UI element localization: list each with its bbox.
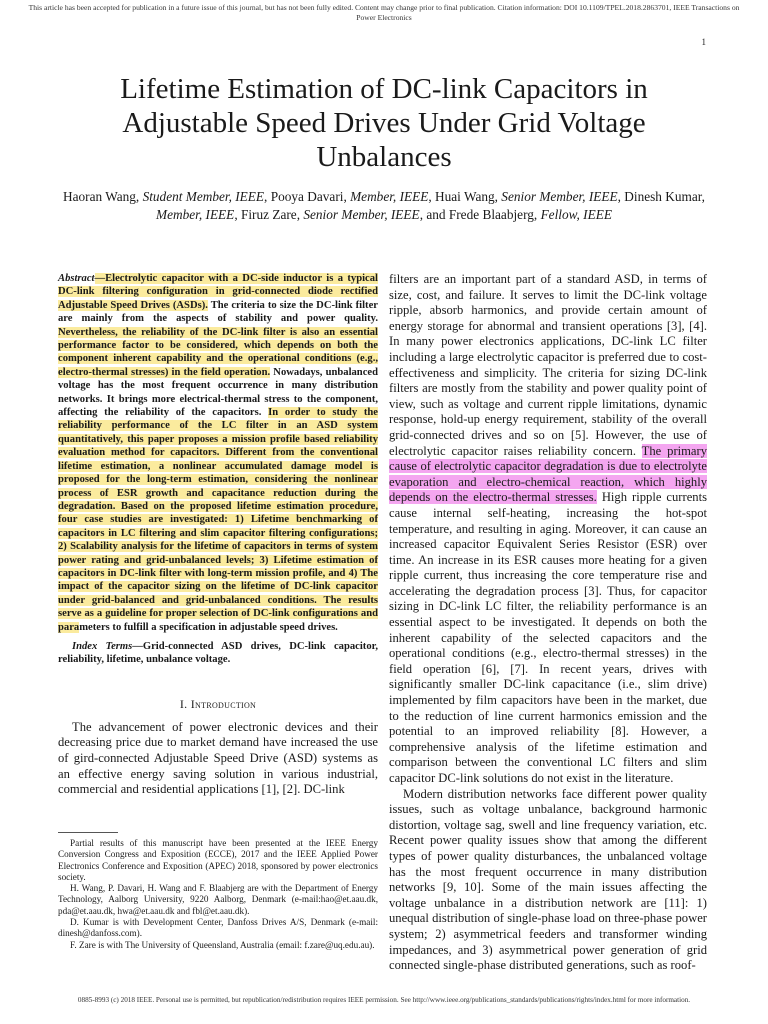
author-role: Member, IEEE	[156, 207, 235, 222]
abstract-lead: Abstract	[58, 273, 95, 284]
section-title: Introduction	[190, 696, 257, 711]
highlight-yellow: In order to study the reliability performance of the LC filter in an ASD system quantitatively, this paper proposes a mission profile based reliability evaluation method for capacitors. Different from the conventional lifetime estimation, a nonlinear accumulated damage model is proposed for the long-term estimation, considering the nonlinear process of ESR growth and capacitance reduction during the degradation. Based on the proposed lifetime estimation procedure, four case studies are investigated: 1) Lifetime benchmarking of capacitors in LC filtering and slim capacitor filtering configurations; 2) Scalability analysis for the lifetime of capacitors in terms of system power rating and grid-unbalanced levels; 3) Lifetime estimation of capacitors in DC-link filter with long-term mission profile, and 4) The impact of the capacitor sizing on the lifetime of DC-link capacitor under grid-balanced and grid-unbalanced conditions. The results serve as a guideline for proper selection of DC-link configurations and para	[58, 407, 379, 633]
abstract-text: Nowadays, unbalanced voltage has the most frequent occurrence in many distribution networks. It brings more electrical-thermal stress to the component, affecting the reliability of the capacitors.	[58, 366, 378, 419]
body-text: High ripple currents cause internal self-heating, increasing the hot-spot temperature, and resulting in aging. Moreover, it can cause an increased capacitor Equivalent Series Resistor (ESR) over time. An increase in its ESR causes more heating for a given ripple current, thus increasing the core temperature rise and accelerating the degradation process [3]. Thus, for capacitor sizing in DC-link LC filter, the reliability performance is an essential aspect to be investigated. It depends on both the inherent capability of the selected capacitors and the operational conditions (e.g., electro-thermal stresses) in the field operation [6], [7]. In recent years, drives with significantly smaller DC-link capacitance (i.e., slim drive) implemented by film capacitors have been in the market, due to the reduction of line current harmonics emission and the potential to an improved reliability [8]. However, a comprehensive analysis of the lifetime estimation and comparison between the conventional LC filters and slim capacitor DC-link solutions do not exist in the literature.	[389, 490, 707, 785]
section-heading-introduction	[58, 697, 378, 712]
author-role: Senior Member, IEEE	[501, 189, 618, 204]
body-paragraph	[389, 272, 707, 787]
left-column	[58, 272, 378, 798]
right-column	[389, 272, 707, 974]
author-role: Student Member, IEEE	[142, 189, 265, 204]
author-name: , Huai Wang,	[428, 189, 502, 204]
body-text: filters are an important part of a standard ASD, in terms of size, cost, and failure. It serves to limit the DC-link voltage ripple, absorb harmonics, and provide certain amount of energy storage for abnormal and transient operations [3], [4]. In many power electronics applications, DC-link LC filter including a large electrolytic capacitor is preferred due to cost-effectiveness and simplicity. The criteria for sizing DC-link filters are mostly from the stability and power quality point of view, such as voltage and current ripple limitations, dynamic response, hold-up energy requirement, stability of the overall grid-connected drives and so on [5]. However, the use of electrolytic capacitor raises reliability concern.	[389, 272, 707, 458]
section-numeral: I.	[179, 696, 191, 711]
highlight-yellow: —Electrolytic capacitor with a DC-side inductor is a typical DC-link filtering configuration in grid-connected diode rectified Adjustable Speed Drives (ASDs).	[58, 273, 378, 311]
page-number: 1	[701, 37, 706, 47]
author-role: Member, IEEE	[350, 189, 429, 204]
intro-paragraph: The advancement of power electronic devices and their decreasing price due to market demand have increased the use of gird-connected Adjustable Speed Drive (ASD) systems as an effective energy saving solution in various industrial, commercial and residential applications [1], [2]. DC-link	[58, 719, 378, 797]
author-name: Haoran Wang,	[63, 189, 143, 204]
author-role: Fellow, IEEE	[540, 207, 612, 222]
highlight-pink: The primary cause of electrolytic capacitor degradation is due to electrolyte evaporation and electro-chemical reaction, which highly depends on the electro-thermal stresses.	[389, 443, 708, 505]
author-list	[60, 188, 708, 224]
footnote: F. Zare is with The University of Queensland, Australia (email: f.zare@uq.edu.au).	[70, 939, 375, 950]
author-name: , and Frede Blaabjerg,	[419, 207, 541, 222]
author-name: , Dinesh Kumar,	[617, 189, 705, 204]
footnote: Partial results of this manuscript have been presented at the IEEE Energy Conversion Congress and Exposition (ECCE), 2017 and the IEEE Applied Power Electronics Conference and Exposition (APEC) 2018, sponsored by power electronics society.	[58, 838, 378, 882]
index-terms-text: —Grid-connected ASD drives, DC-link capacitor, reliability, lifetime, unbalance voltage.	[58, 640, 378, 666]
copyright-footer: 0885-8993 (c) 2018 IEEE. Personal use is permitted, but republication/redistribution requires IEEE permission. See http://www.ieee.org/publications_standards/publications/rights/index.html for more information.	[77, 996, 691, 1004]
abstract-text: meters to fulfill a specification in adjustable speed drives.	[79, 621, 338, 633]
author-name: , Pooya Davari,	[264, 189, 351, 204]
journal-acceptance-note: This article has been accepted for publication in a future issue of this journal, but has not been fully edited. Content may change prior to final publication. Citation information: DOI 10.1109/TPEL.2018.2863701, IEEE Transactions on Power Electronics	[28, 3, 740, 22]
footnotes	[58, 838, 378, 951]
highlight-yellow: Nevertheless, the reliability of the DC-link filter is also an essential performance factor to be considered, which depends on both the component inherent capability and the operational conditions (e.g., electro-thermal stresses) in the field operation.	[58, 326, 378, 378]
footnote-divider	[58, 832, 118, 833]
index-terms-lead: Index Terms	[72, 640, 133, 652]
index-terms	[58, 640, 378, 667]
body-paragraph: Modern distribution networks face different power quality issues, such as voltage unbalance, background harmonic distortion, voltage sag, swell and line frequency variation, etc. Recent power quality issues show that among the different types of power quality disturbances, the unbalanced voltage has the most frequent occurrence in many distribution networks [9, 10]. Some of the main issues affecting the voltage unbalance in a distribution network are [11]: 1) unequal distribution of single-phase load on three-phase power system; 2) asymmetrical feeders and transformer winding impedances, and 3) asymmetrical power generation of grid connected single-phase distributed generations, such as roof-	[389, 786, 707, 973]
author-role: Senior Member, IEEE	[303, 207, 420, 222]
footnote: H. Wang, P. Davari, H. Wang and F. Blaabjerg are with the Department of Energy Technology, Aalborg University, 9220 Aalborg, Denmark (e-mail:hao@et.aau.dk, pda@et.aau.dk, hwa@et.aau.dk and fbl@et.aau.dk).	[58, 883, 378, 916]
author-name: , Firuz Zare,	[234, 207, 304, 222]
paper-title: Lifetime Estimation of DC-link Capacitors in Adjustable Speed Drives Under Grid Voltage Unbalances	[120, 73, 648, 173]
abstract	[58, 272, 378, 634]
abstract-text: The criteria to size the DC-link filter are mainly from the aspects of stability and power quality.	[58, 299, 378, 325]
footnote: D. Kumar is with Development Center, Danfoss Drives A/S, Denmark (e-mail: dinesh@danfoss.com).	[58, 917, 378, 939]
